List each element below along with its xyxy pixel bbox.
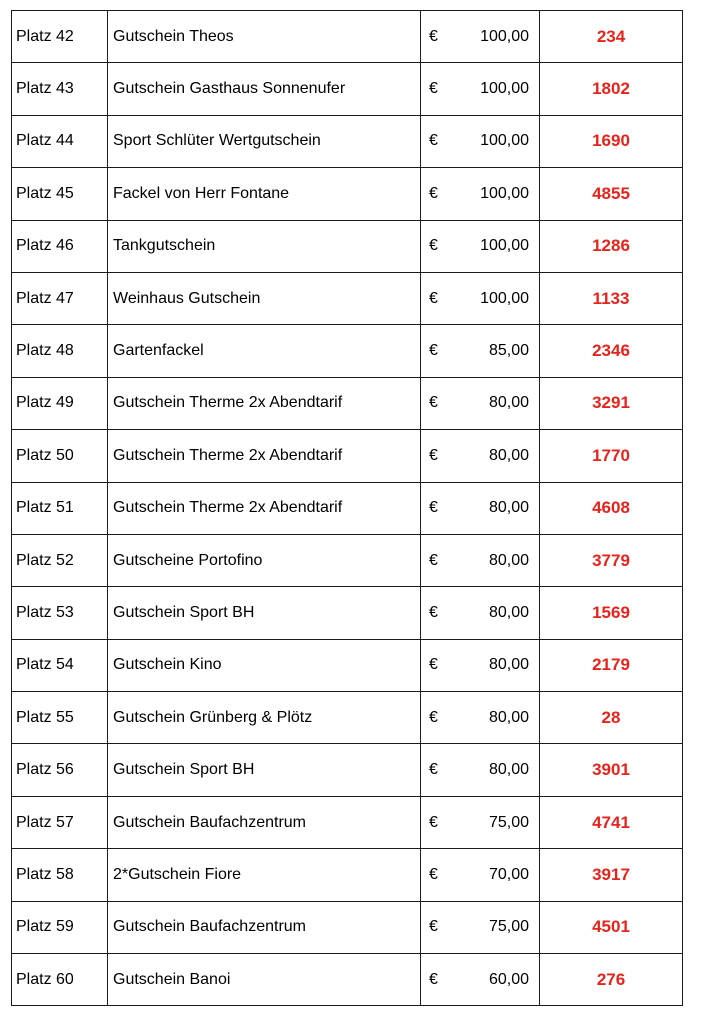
currency-symbol: € (429, 603, 438, 621)
value-wrap (421, 132, 539, 150)
ticket-cell (540, 115, 683, 167)
value-cell (421, 63, 540, 115)
value-wrap (421, 709, 539, 727)
prize-cell: Gutschein Therme 2x Abendtarif (108, 430, 421, 482)
currency-symbol: € (429, 918, 438, 936)
ticket-cell (540, 796, 683, 848)
prize-cell: Sport Schlüter Wertgutschein (108, 115, 421, 167)
place-cell: Platz 44 (12, 115, 108, 167)
ticket-cell (540, 430, 683, 482)
value-cell (421, 692, 540, 744)
currency-symbol: € (429, 342, 438, 360)
currency-symbol: € (429, 970, 438, 988)
value-cell (421, 534, 540, 586)
value-amount: 80,00 (488, 603, 529, 621)
value-amount: 70,00 (488, 865, 529, 883)
value-cell (421, 115, 540, 167)
value-amount: 100,00 (480, 80, 529, 98)
value-amount: 75,00 (488, 918, 529, 936)
ticket-number: 2346 (592, 341, 630, 361)
table-row (12, 220, 683, 272)
value-cell (421, 901, 540, 953)
value-amount: 80,00 (488, 446, 529, 464)
prize-list-page (11, 10, 683, 1006)
ticket-number: 1690 (592, 131, 630, 151)
ticket-cell (540, 63, 683, 115)
table-row (12, 639, 683, 691)
ticket-number: 3779 (592, 550, 630, 570)
place-cell: Platz 48 (12, 325, 108, 377)
place-cell: Platz 47 (12, 272, 108, 324)
value-amount: 60,00 (488, 970, 529, 988)
ticket-cell (540, 272, 683, 324)
place-cell: Platz 50 (12, 430, 108, 482)
place-cell: Platz 45 (12, 168, 108, 220)
value-wrap (421, 604, 539, 622)
table-row (12, 901, 683, 953)
currency-symbol: € (429, 394, 438, 412)
prize-table-body (12, 11, 683, 1006)
currency-symbol: € (429, 184, 438, 202)
value-wrap (421, 237, 539, 255)
prize-cell: 2*Gutschein Fiore (108, 849, 421, 901)
ticket-number: 1569 (592, 602, 630, 622)
value-wrap (421, 394, 539, 412)
place-cell: Platz 56 (12, 744, 108, 796)
table-row (12, 744, 683, 796)
prize-cell: Gutschein Therme 2x Abendtarif (108, 377, 421, 429)
value-cell (421, 220, 540, 272)
table-row (12, 849, 683, 901)
ticket-number: 1802 (592, 79, 630, 99)
table-row (12, 272, 683, 324)
ticket-number: 4608 (592, 498, 630, 518)
table-row (12, 534, 683, 586)
table-row (12, 168, 683, 220)
place-cell: Platz 55 (12, 692, 108, 744)
table-row (12, 377, 683, 429)
value-cell (421, 639, 540, 691)
place-cell: Platz 60 (12, 954, 108, 1006)
currency-symbol: € (429, 708, 438, 726)
ticket-number: 4855 (592, 183, 630, 203)
value-cell (421, 849, 540, 901)
value-amount: 80,00 (488, 761, 529, 779)
prize-cell: Gutschein Baufachzentrum (108, 901, 421, 953)
prize-cell: Gutschein Sport BH (108, 744, 421, 796)
ticket-cell (540, 377, 683, 429)
value-amount: 100,00 (480, 184, 529, 202)
value-cell (421, 325, 540, 377)
value-cell (421, 587, 540, 639)
place-cell: Platz 43 (12, 63, 108, 115)
ticket-cell (540, 849, 683, 901)
currency-symbol: € (429, 132, 438, 150)
place-cell: Platz 59 (12, 901, 108, 953)
ticket-cell (540, 168, 683, 220)
value-cell (421, 744, 540, 796)
prize-cell: Gartenfackel (108, 325, 421, 377)
currency-symbol: € (429, 656, 438, 674)
currency-symbol: € (429, 80, 438, 98)
value-wrap (421, 918, 539, 936)
prize-cell: Gutschein Theos (108, 11, 421, 63)
currency-symbol: € (429, 446, 438, 464)
prize-cell: Gutschein Grünberg & Plötz (108, 692, 421, 744)
table-row (12, 954, 683, 1006)
ticket-number: 3901 (592, 760, 630, 780)
value-amount: 100,00 (480, 27, 529, 45)
value-amount: 75,00 (488, 813, 529, 831)
value-amount: 80,00 (488, 656, 529, 674)
currency-symbol: € (429, 813, 438, 831)
ticket-number: 2179 (592, 655, 630, 675)
currency-symbol: € (429, 289, 438, 307)
value-wrap (421, 185, 539, 203)
value-wrap (421, 761, 539, 779)
table-row (12, 430, 683, 482)
currency-symbol: € (429, 551, 438, 569)
place-cell: Platz 57 (12, 796, 108, 848)
prize-cell: Gutscheine Portofino (108, 534, 421, 586)
value-amount: 80,00 (488, 708, 529, 726)
prize-cell: Tankgutschein (108, 220, 421, 272)
value-amount: 85,00 (488, 342, 529, 360)
value-wrap (421, 80, 539, 98)
table-row (12, 587, 683, 639)
ticket-cell (540, 220, 683, 272)
currency-symbol: € (429, 237, 438, 255)
prize-cell: Gutschein Gasthaus Sonnenufer (108, 63, 421, 115)
value-cell (421, 796, 540, 848)
place-cell: Platz 54 (12, 639, 108, 691)
value-cell (421, 430, 540, 482)
place-cell: Platz 51 (12, 482, 108, 534)
value-amount: 100,00 (480, 237, 529, 255)
ticket-cell (540, 744, 683, 796)
place-cell: Platz 53 (12, 587, 108, 639)
ticket-number: 1133 (592, 288, 630, 308)
ticket-number: 276 (596, 969, 626, 989)
value-amount: 80,00 (488, 394, 529, 412)
table-row (12, 482, 683, 534)
ticket-number: 1770 (592, 445, 630, 465)
ticket-cell (540, 325, 683, 377)
value-cell (421, 168, 540, 220)
place-cell: Platz 49 (12, 377, 108, 429)
table-row (12, 692, 683, 744)
value-wrap (421, 290, 539, 308)
place-cell: Platz 58 (12, 849, 108, 901)
ticket-cell (540, 639, 683, 691)
value-wrap (421, 447, 539, 465)
value-amount: 80,00 (488, 551, 529, 569)
ticket-number: 3291 (592, 393, 630, 413)
ticket-number: 4741 (592, 812, 630, 832)
value-wrap (421, 342, 539, 360)
ticket-cell (540, 534, 683, 586)
ticket-cell (540, 901, 683, 953)
ticket-cell (540, 692, 683, 744)
prize-cell: Weinhaus Gutschein (108, 272, 421, 324)
currency-symbol: € (429, 27, 438, 45)
value-cell (421, 272, 540, 324)
value-wrap (421, 552, 539, 570)
currency-symbol: € (429, 761, 438, 779)
ticket-cell (540, 11, 683, 63)
currency-symbol: € (429, 499, 438, 517)
value-amount: 100,00 (480, 132, 529, 150)
value-wrap (421, 814, 539, 832)
value-cell (421, 11, 540, 63)
value-amount: 80,00 (488, 499, 529, 517)
prize-cell: Gutschein Banoi (108, 954, 421, 1006)
place-cell: Platz 46 (12, 220, 108, 272)
value-amount: 100,00 (480, 289, 529, 307)
value-wrap (421, 971, 539, 989)
value-wrap (421, 656, 539, 674)
prize-cell: Gutschein Baufachzentrum (108, 796, 421, 848)
ticket-number: 3917 (592, 864, 630, 884)
ticket-number: 28 (601, 707, 621, 727)
currency-symbol: € (429, 865, 438, 883)
ticket-cell (540, 587, 683, 639)
value-cell (421, 954, 540, 1006)
prize-cell: Fackel von Herr Fontane (108, 168, 421, 220)
value-cell (421, 482, 540, 534)
place-cell: Platz 42 (12, 11, 108, 63)
prize-cell: Gutschein Therme 2x Abendtarif (108, 482, 421, 534)
table-row (12, 325, 683, 377)
ticket-number: 4501 (592, 917, 630, 937)
prize-cell: Gutschein Kino (108, 639, 421, 691)
value-wrap (421, 499, 539, 517)
table-row (12, 796, 683, 848)
value-wrap (421, 28, 539, 46)
prize-cell: Gutschein Sport BH (108, 587, 421, 639)
place-cell: Platz 52 (12, 534, 108, 586)
prize-table (11, 10, 683, 1006)
ticket-cell (540, 482, 683, 534)
ticket-cell (540, 954, 683, 1006)
table-row (12, 63, 683, 115)
ticket-number: 234 (596, 26, 626, 46)
ticket-number: 1286 (592, 236, 630, 256)
value-wrap (421, 866, 539, 884)
table-row (12, 11, 683, 63)
value-cell (421, 377, 540, 429)
table-row (12, 115, 683, 167)
